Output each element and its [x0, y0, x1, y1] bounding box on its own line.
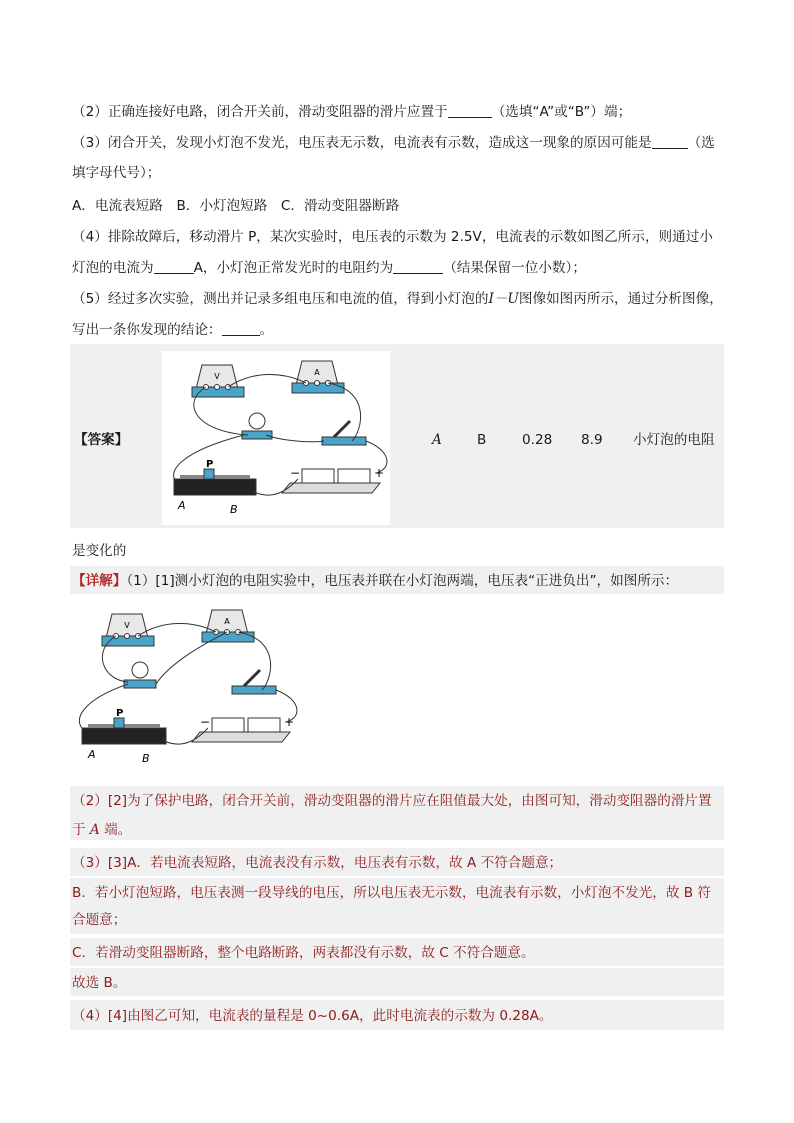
- question-4-line-2: 灯泡的电流为 A，小灯泡正常发光时的电阻约为 （结果保留一位小数）；: [72, 260, 586, 276]
- minus-label: −: [200, 715, 211, 729]
- plus-label: +: [374, 466, 385, 480]
- end-a-label: A: [88, 748, 96, 761]
- answer-item-5: 小灯泡的电阻: [633, 432, 715, 448]
- question-5-line-1: （5）经过多次实验，测出并记录多组电压和电流的值，得到小灯泡的I－U图像如图丙所示，通过分析图像，: [72, 291, 723, 307]
- answer-blank: [154, 259, 194, 274]
- detail-p4: （4）[4]由图乙可知，电流表的量程是 0~0.6A，此时电流表的示数为 0.28A。: [72, 1008, 553, 1024]
- answer-item-1: A: [432, 432, 442, 448]
- detail-p3-line-5: 故选 B。: [72, 975, 127, 991]
- answer-item-3: 0.28: [522, 432, 553, 448]
- answer-blank: [222, 321, 260, 336]
- ammeter-label: A: [314, 368, 320, 377]
- detail-p2-line-1: （2）[2]为了保护电路，闭合开关前，滑动变阻器的滑片应在阻值最大处，由图可知，滑动变阻器的滑片置: [72, 793, 712, 809]
- detail-p3-line-1: （3）[3]A．若电流表短路，电流表没有示数，电压表有示数，故 A 不符合题意；: [72, 855, 563, 871]
- voltmeter-label: V: [124, 621, 130, 630]
- answer-blank: [393, 259, 443, 274]
- question-3-line-1: （3）闭合开关，发现小灯泡不发光，电压表无示数，电流表有示数，造成这一现象的原因可能是 （选: [72, 135, 715, 151]
- answer-blank: [652, 134, 688, 149]
- answer-continuation: 是变化的: [72, 543, 127, 559]
- question-3-options: A．电流表短路 B．小灯泡短路 C．滑动变阻器断路: [72, 198, 400, 214]
- detail-p3-line-2: B．若小灯泡短路，电压表测一段导线的电压，所以电压表无示数，电流表有示数，小灯泡不发光，故 B 符: [72, 885, 712, 901]
- minus-label: −: [290, 466, 301, 480]
- question-3-line-2: 填字母代号）；: [72, 165, 161, 181]
- end-a-label: A: [178, 499, 186, 512]
- plus-label: +: [284, 715, 295, 729]
- detail-p1: 【详解】（1）[1]测小灯泡的电阻实验中，电压表并联在小灯泡两端，电压表“正进负出”，如图所示：: [72, 573, 679, 589]
- slider-label: P: [206, 459, 214, 470]
- answer-blank: [448, 103, 492, 118]
- question-4-line-1: （4）排除故障后，移动滑片 P，某次实验时，电压表的示数为 2.5V，电流表的示数如图乙所示，则通过小: [72, 229, 713, 245]
- ammeter-label: A: [224, 617, 230, 626]
- question-2: （2）正确连接好电路，闭合开关前，滑动变阻器的滑片应置于 （选填“A”或“B”）端；: [72, 104, 632, 120]
- answer-item-4: 8.9: [581, 432, 603, 448]
- answer-label: 【答案】: [74, 432, 129, 448]
- detail-p2-line-2: 于 A 端。: [72, 822, 132, 838]
- circuit-diagram-detail: [72, 600, 300, 774]
- end-b-label: B: [142, 752, 150, 765]
- answer-item-2: B: [477, 432, 487, 448]
- circuit-diagram-answer: [162, 351, 390, 525]
- detail-p3-line-3: 合题意；: [72, 912, 127, 928]
- voltmeter-label: V: [214, 372, 220, 381]
- question-5-line-2: 写出一条你发现的结论： 。: [72, 322, 274, 338]
- end-b-label: B: [230, 503, 238, 516]
- slider-label: P: [116, 708, 124, 719]
- detail-p3-line-4: C．若滑动变阻器断路，整个电路断路，两表都没有示数，故 C 不符合题意。: [72, 945, 535, 961]
